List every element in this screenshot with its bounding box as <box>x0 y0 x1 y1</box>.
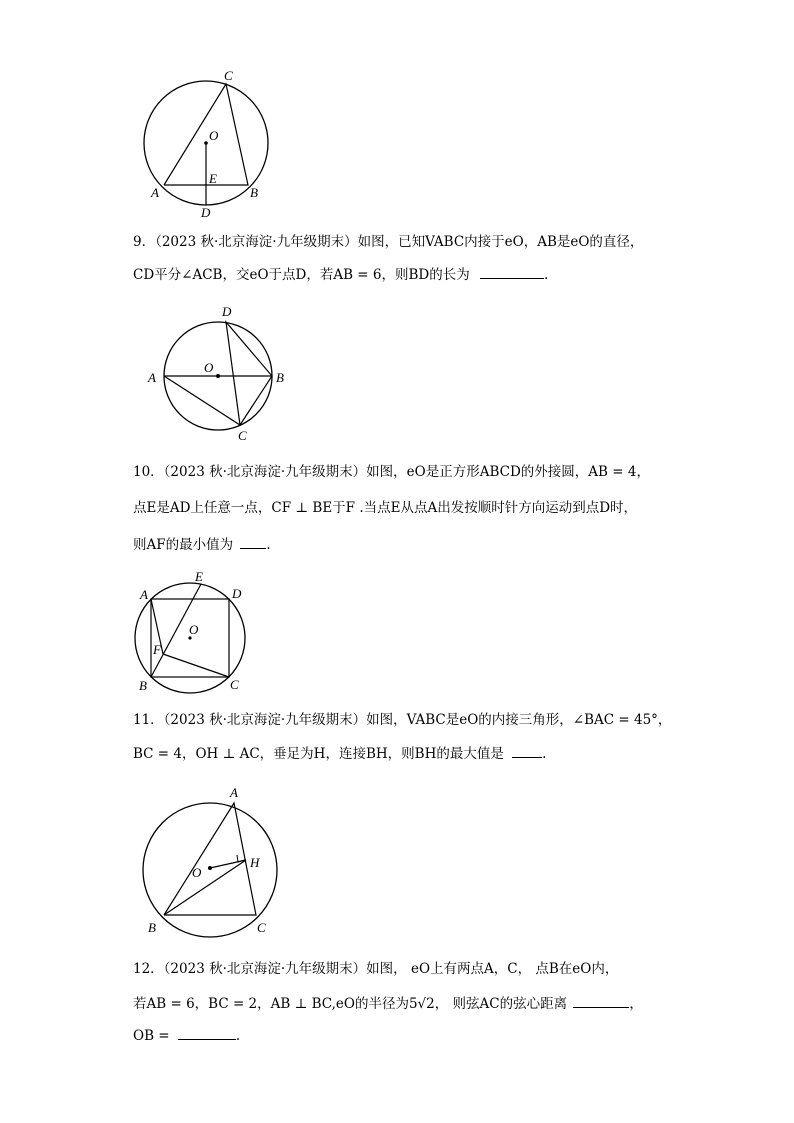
answer-blank-q10[interactable] <box>240 534 266 549</box>
segment-cf <box>163 654 229 677</box>
label-a: A <box>140 587 148 602</box>
figure-q9 <box>142 300 292 445</box>
q10-line1: 10．（2023 秋·北京海淀·九年级期末）如图，eO是正方形ABCD的外接圆，AB = 4， <box>133 464 650 480</box>
triangle-abc <box>164 803 256 915</box>
label-d: D <box>232 586 242 601</box>
q12-line2 <box>133 993 643 1014</box>
q11-end: . <box>542 746 547 762</box>
label-b: B <box>148 920 156 935</box>
label-d: D <box>201 205 211 220</box>
q12-line1: 12．（2023 秋·北京海淀·九年级期末）如图， eO上有两点A，C， 点B在eO内， <box>133 961 619 977</box>
q12-end: . <box>235 1028 241 1044</box>
q11-line1: 11．（2023 秋·北京海淀·九年级期末）如图，VABC是eO的内接三角形，∠BAC = 45°， <box>133 712 672 728</box>
label-o: O <box>192 865 202 880</box>
segment-bh <box>164 860 246 915</box>
q10-line3-text: 则AF的最小值为 <box>133 537 234 553</box>
q9-line2-text: CD平分∠ACB，交eO于点D，若AB = 6，则BD的长为 <box>133 267 470 283</box>
label-o: O <box>189 622 199 637</box>
center-point <box>208 866 212 870</box>
label-a: A <box>148 370 156 385</box>
q9-line2 <box>133 264 548 285</box>
label-h: H <box>250 855 260 870</box>
q11-line2-text: BC = 4，OH ⊥ AC，垂足为H，连接BH，则BH的最大值是 <box>133 746 504 762</box>
center-point <box>204 141 208 145</box>
figure-q11 <box>140 783 290 941</box>
answer-blank-q11[interactable] <box>512 743 542 758</box>
q12-line3 <box>133 1025 240 1046</box>
figure-q10 <box>132 568 257 693</box>
label-o: O <box>204 360 214 375</box>
label-c: C <box>224 68 233 83</box>
answer-blank-q9[interactable] <box>480 264 544 279</box>
label-e: E <box>195 569 203 584</box>
label-o: O <box>209 128 219 143</box>
q12-line2-end: ， <box>629 996 643 1012</box>
label-e: E <box>209 171 217 186</box>
label-c: C <box>257 920 266 935</box>
q12-line2-text: 若AB = 6，BC = 2，AB ⊥ BC,eO的半径为5√2， 则弦AC的弦心距离 <box>133 996 568 1012</box>
q11-line2 <box>133 743 546 764</box>
label-c: C <box>230 677 239 692</box>
answer-blank-q12-ob[interactable] <box>178 1025 236 1040</box>
q9-line1: 9．（2023 秋·北京海淀·九年级期末）如图，已知VABC内接于eO，AB是eO的直径， <box>133 234 644 250</box>
q9-end: . <box>544 267 549 283</box>
q10-end: . <box>266 537 271 553</box>
label-b: B <box>276 370 284 385</box>
label-c: C <box>238 428 247 443</box>
label-b: B <box>250 185 258 200</box>
label-a: A <box>151 185 159 200</box>
label-d: D <box>222 304 232 319</box>
center-point <box>216 374 220 378</box>
answer-blank-q12-distance[interactable] <box>573 993 629 1008</box>
label-a: A <box>230 785 238 800</box>
figure-q8 <box>140 68 275 220</box>
q12-line3-text: OB = <box>133 1028 170 1044</box>
label-b: B <box>139 678 147 693</box>
label-f: F <box>153 642 161 657</box>
q10-line3 <box>133 534 271 555</box>
q10-line2: 点E是AD上任意一点，CF ⊥ BE于F .当点E从点A出发按顺时针方向运动到点D时， <box>133 500 638 516</box>
